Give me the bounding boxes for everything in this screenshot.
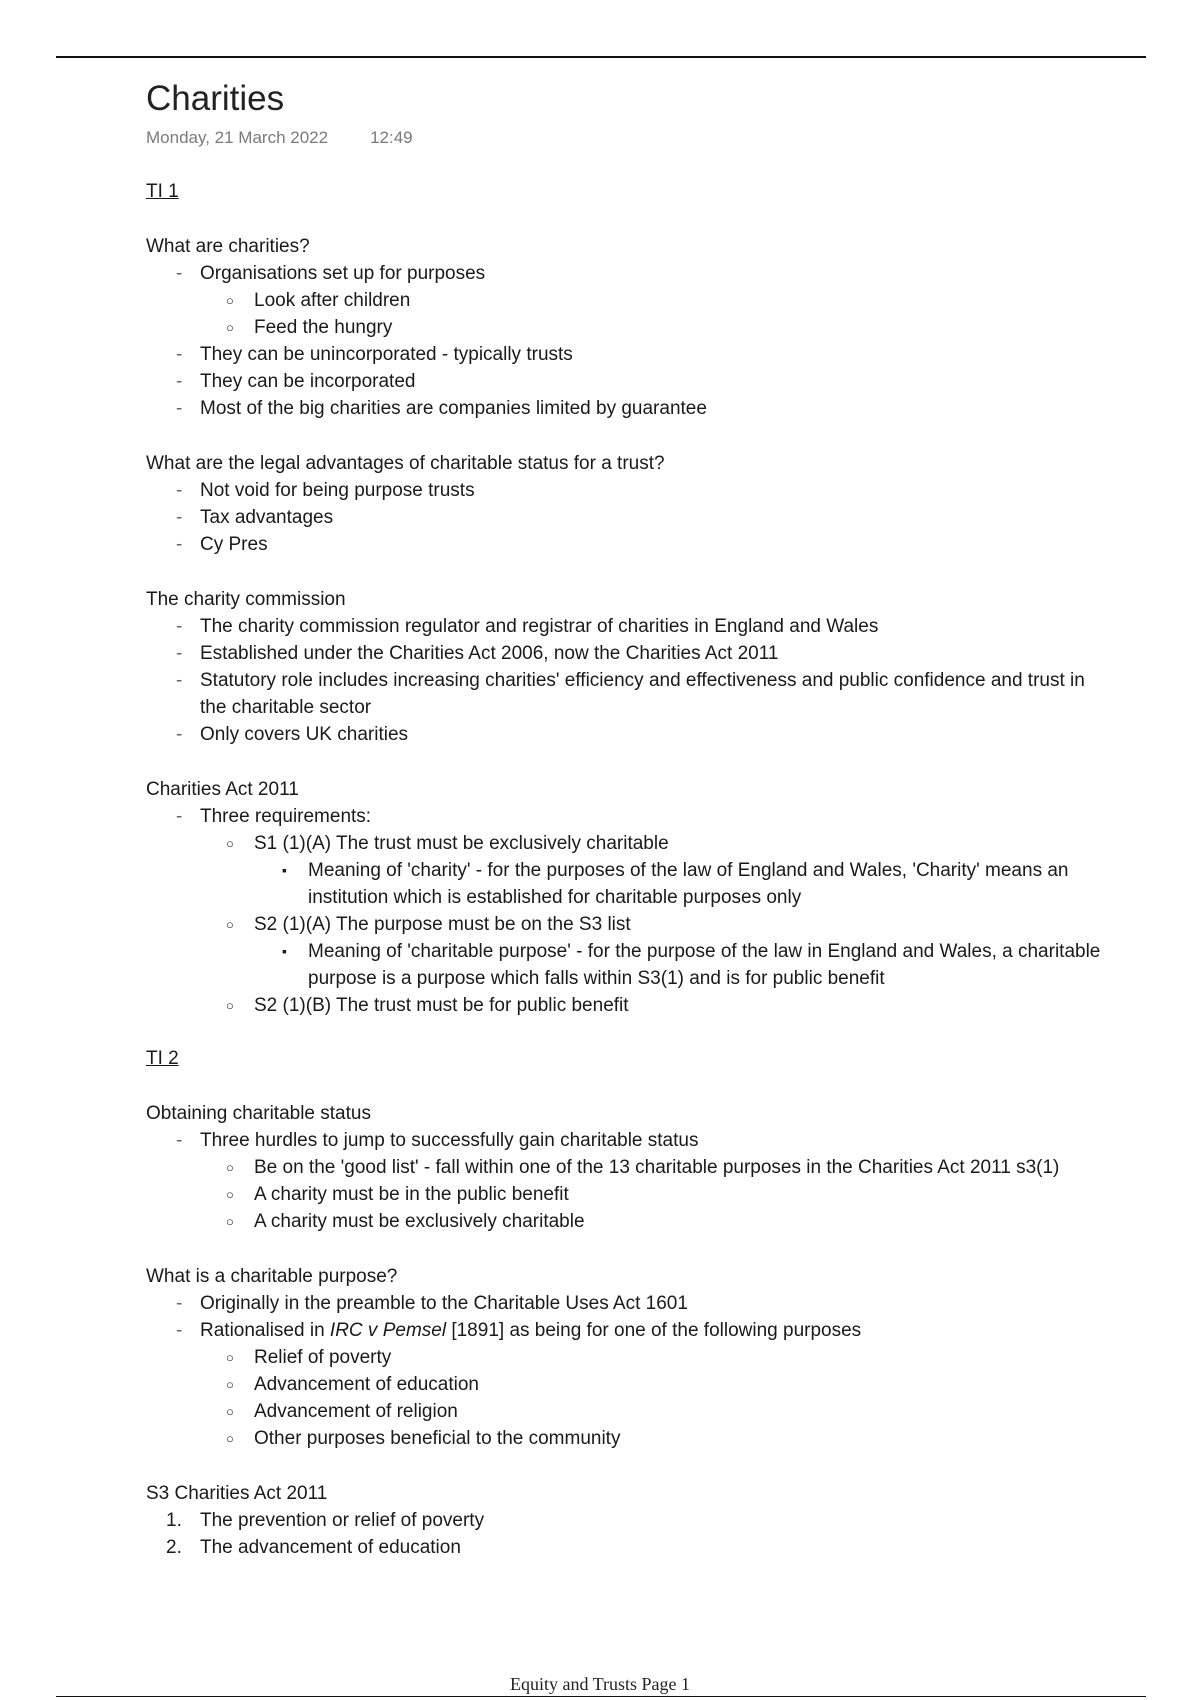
list-item: - Originally in the preamble to the Charitable Uses Act 1601 — [146, 1290, 1106, 1317]
list-item: 1. The prevention or relief of poverty — [146, 1507, 1106, 1534]
numbered-list-s3 — [146, 1507, 1106, 1561]
sublist — [200, 1154, 1106, 1235]
heading-s3-charities-act: S3 Charities Act 2011 — [146, 1483, 328, 1504]
list-item: ○ A charity must be exclusively charitable — [200, 1208, 1106, 1235]
list-item: ▪ Meaning of 'charity' - for the purposes of the law of England and Wales, 'Charity' means an institution which is established for charitable purposes only — [254, 857, 1106, 911]
sublist — [254, 857, 1106, 911]
list-item: - Cy Pres — [146, 531, 1106, 558]
list-item: ○ S2 (1)(B) The trust must be for public benefit — [200, 992, 1106, 1019]
list-item: - They can be unincorporated - typically trusts — [146, 341, 1106, 368]
page-content — [146, 76, 1106, 1561]
list-item: - Organisations set up for purposes ○ Look after children ○ Feed the hungry — [146, 260, 1106, 341]
list-item: - Tax advantages — [146, 504, 1106, 531]
list-item: ○ Advancement of religion — [200, 1398, 1106, 1425]
page-meta — [146, 128, 1106, 152]
list-item: ○ Feed the hungry — [200, 314, 1106, 341]
list-legal-advantages — [146, 477, 1106, 558]
list-item: - The charity commission regulator and registrar of charities in England and Wales — [146, 613, 1106, 640]
list-charity-commission — [146, 613, 1106, 748]
list-item: - Most of the big charities are companies limited by guarantee — [146, 395, 1106, 422]
list-item: 2. The advancement of education — [146, 1534, 1106, 1561]
list-item: ○ Other purposes beneficial to the community — [200, 1425, 1106, 1452]
list-item: ○ A charity must be in the public benefit — [200, 1181, 1106, 1208]
list-item: - Only covers UK charities — [146, 721, 1106, 748]
list-item: - Rationalised in IRC v Pemsel [1891] as being for one of the following purposes ○ Relief of poverty ○ Advancement of education ○ Advancement of religion ○ Other purposes beneficial to the community — [146, 1317, 1106, 1452]
list-obtaining-status — [146, 1127, 1106, 1235]
sublist — [200, 1344, 1106, 1452]
list-item: - Established under the Charities Act 2006, now the Charities Act 2011 — [146, 640, 1106, 667]
sublist — [200, 830, 1106, 1019]
heading-legal-advantages: What are the legal advantages of charitable status for a trust? — [146, 453, 665, 474]
list-item: ○ Relief of poverty — [200, 1344, 1106, 1371]
heading-charity-commission: The charity commission — [146, 589, 346, 610]
bottom-rule — [56, 1696, 1146, 1697]
page-date: Monday, 21 March 2022 — [146, 128, 329, 147]
list-number: 2. — [166, 1537, 182, 1558]
list-item: - Three requirements: ○ S1 (1)(A) The trust must be exclusively charitable ▪ Meaning of 'charity' - for the purposes of the law of England and Wales, 'Charity' means an institution which is established for charitable purposes only ○ S2 (1)(A) The purpose must be on the S3 list ▪ Meaning of 'charitable purpose' - for the purpose of the law in England and Wales, a charitable purpose is a purpose which falls within S3(1) and is for public benefit ○ S2 (1)(B) The trust must be for public benefit — [146, 803, 1106, 1019]
list-item: ○ Advancement of education — [200, 1371, 1106, 1398]
page-time: 12:49 — [370, 128, 413, 147]
list-item: - Three hurdles to jump to successfully gain charitable status ○ Be on the 'good list' - fall within one of the 13 charitable purposes in the Charities Act 2011 s3(1) ○ A charity must be in the public benefit ○ A charity must be exclusively charitable — [146, 1127, 1106, 1235]
heading-charities-act-2011: Charities Act 2011 — [146, 779, 299, 800]
list-item: ○ S1 (1)(A) The trust must be exclusively charitable ▪ Meaning of 'charity' - for the purposes of the law of England and Wales, 'Charity' means an institution which is established for charitable purposes only — [200, 830, 1106, 911]
list-charities-act — [146, 803, 1106, 1019]
page-footer: Equity and Trusts Page 1 — [509, 1674, 691, 1694]
section-ti1: TI 1 — [146, 181, 179, 202]
page-title: Charities — [146, 79, 285, 118]
list-item: ○ Look after children — [200, 287, 1106, 314]
list-what-are-charities — [146, 260, 1106, 422]
heading-what-are-charities: What are charities? — [146, 236, 310, 257]
list-item: ▪ Meaning of 'charitable purpose' - for the purpose of the law in England and Wales, a charitable purpose is a purpose which falls within S3(1) and is for public benefit — [254, 938, 1106, 992]
heading-charitable-purpose: What is a charitable purpose? — [146, 1266, 398, 1287]
list-item: ○ S2 (1)(A) The purpose must be on the S3 list ▪ Meaning of 'charitable purpose' - for the purpose of the law in England and Wales, a charitable purpose is a purpose which falls within S3(1) and is for public benefit — [200, 911, 1106, 992]
list-item: - They can be incorporated — [146, 368, 1106, 395]
list-number: 1. — [166, 1510, 182, 1531]
list-charitable-purpose — [146, 1290, 1106, 1452]
list-item: - Not void for being purpose trusts — [146, 477, 1106, 504]
sublist — [254, 938, 1106, 992]
top-rule — [56, 56, 1146, 58]
list-item: ○ Be on the 'good list' - fall within one of the 13 charitable purposes in the Charities Act 2011 s3(1) — [200, 1154, 1106, 1181]
section-ti2: TI 2 — [146, 1048, 179, 1069]
heading-obtaining-status: Obtaining charitable status — [146, 1103, 371, 1124]
sublist — [200, 287, 1106, 341]
list-item: - Statutory role includes increasing charities' efficiency and effectiveness and public confidence and trust in the charitable sector — [146, 667, 1106, 721]
case-name: IRC v Pemsel — [329, 1320, 447, 1341]
